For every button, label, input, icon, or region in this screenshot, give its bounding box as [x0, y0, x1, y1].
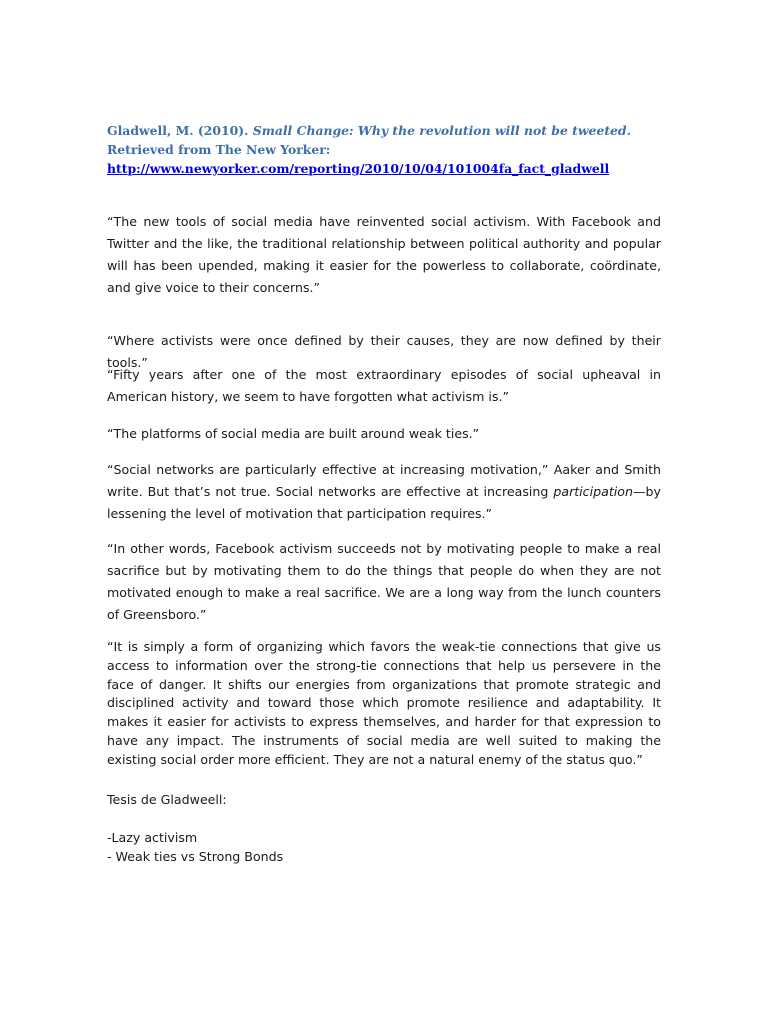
quote-paragraph-1: “The new tools of social media have reinvented social activism. With Facebook and Twitter and the like, the traditional relationship between political authority and popular will has been upended, making it easier for the powerless to collaborate, coördinate, and give voice to their concerns.” — [107, 214, 661, 295]
quote-paragraph-2: “Where activists were once defined by their causes, they are now defined by their tools.” — [107, 333, 661, 370]
list-item: - Weak ties vs Strong Bonds — [107, 849, 284, 864]
thesis-heading: Tesis de Gladweell: — [107, 792, 227, 807]
quote-paragraph-3: “Fifty years after one of the most extraordinary episodes of social upheaval in American history, we seem to have forgotten what activism is.” — [107, 367, 661, 404]
quote-paragraph-4: “The platforms of social media are built around weak ties.” — [107, 426, 480, 441]
thesis-list — [107, 828, 661, 866]
citation-retrieved: Retrieved from The New Yorker: — [107, 142, 331, 157]
quote-5-italic-word: participation — [553, 484, 633, 499]
quote-paragraph-6: “In other words, Facebook activism succeeds not by motivating people to make a real sacrifice but by motivating them to do the things that people do when they are not motivated enough to make a real sacrifice. We are a long way from the lunch counters of Greensboro.” — [107, 541, 661, 622]
list-item: -Lazy activism — [107, 830, 198, 845]
quote-5-text-end: —by lessening the level of motivation that participation requires.” — [107, 484, 661, 521]
citation — [107, 121, 667, 178]
quote-paragraph-5 — [107, 459, 661, 525]
quote-paragraph-7: “It is simply a form of organizing which favors the weak-tie connections that give us access to information over the strong-tie connections that help us persevere in the face of danger. It shifts our energies from organizations that promote strategic and disciplined activity and toward those which promote resilience and adaptability. It makes it easier for activists to express themselves, and harder for that expression to have any impact. The instruments of social media are well suited to making the existing social order more efficient. They are not a natural enemy of the status quo.” — [107, 639, 661, 767]
quote-5-text-start: “Social networks are particularly effective at increasing motivation,” Aaker and Smith write. But that’s not true. Social networks are effective at increasing — [107, 462, 661, 499]
citation-url-link[interactable]: http://www.newyorker.com/reporting/2010/10/04/101004fa_fact_gladwell — [107, 161, 610, 176]
citation-title: Small Change: Why the revolution will not be tweeted. — [252, 123, 631, 138]
citation-authors: Gladwell, M. (2010). — [107, 123, 253, 138]
